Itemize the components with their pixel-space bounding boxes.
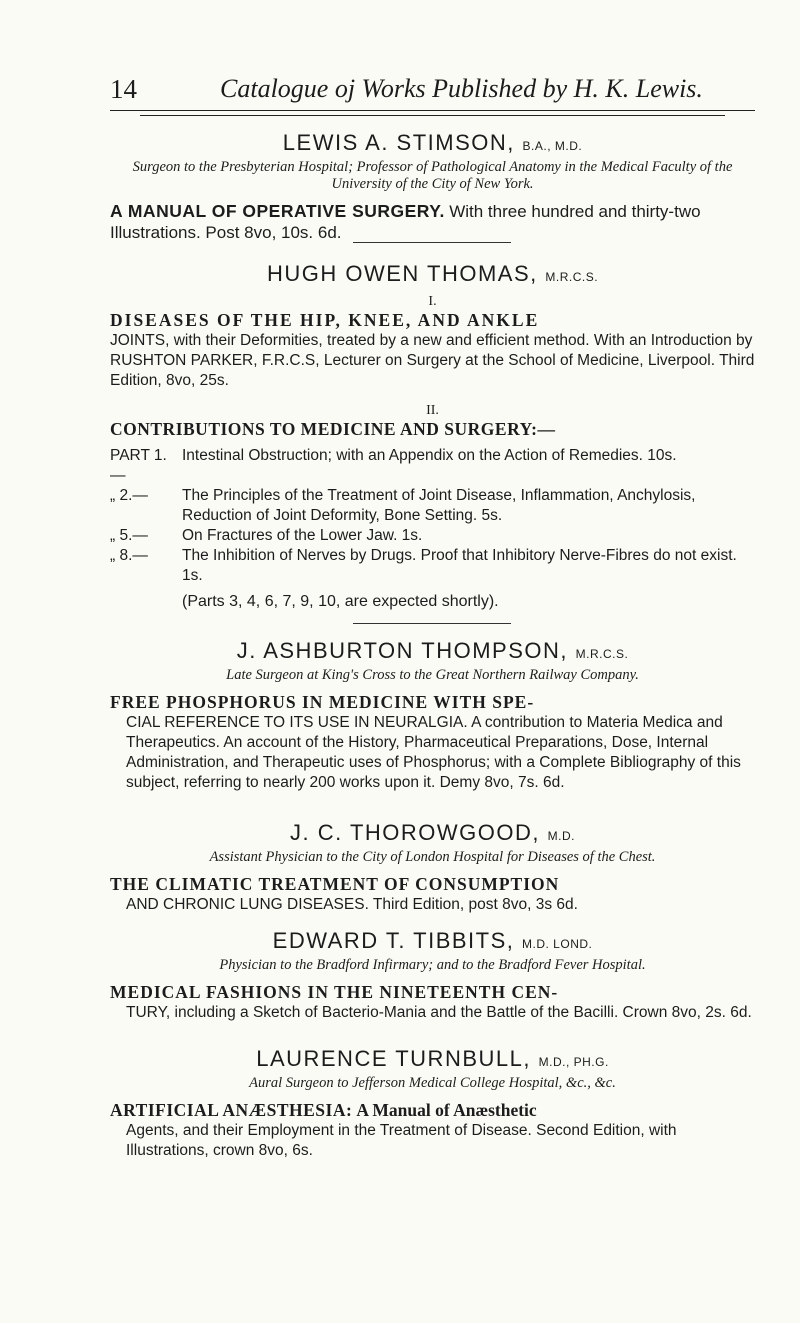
book-listing [110,201,755,244]
author-name: EDWARD T. TIBBITS, M.D. LOND. [272,928,593,953]
book-title: A MANUAL OF OPERATIVE SURGERY. [110,201,445,221]
book-description: CIAL REFERENCE TO ITS USE IN NEURALGIA. A contribution to Materia Medica and Therapeutics. An account of the History, Pharmaceutical Preparations, Dose, Internal Administration, and Therapeutic uses of Phosphorus; with a Complete Bibliography of this subject, referring to nearly 200 works upon it. Demy 8vo, 7s. 6d. [126,714,741,791]
author-affiliation: Assistant Physician to the City of London Hospital for Diseases of the Chest. [209,849,656,865]
separator-rule [353,242,511,243]
book-listing [110,1100,755,1121]
book-title: ARTIFICIAL ANÆSTHESIA: [110,1100,353,1120]
book-description: TURY, including a Sketch of Bacterio-Mania and the Battle of the Bacilli. Crown 8vo, 2s. 6d. [126,1004,752,1021]
book-description: With three hundred and thirty-two Illustrations. Post 8vo, 10s. 6d. [110,202,701,242]
book-title: FREE PHOSPHORUS IN MEDICINE WITH SPE- [110,692,535,712]
entry-stimson [110,130,755,244]
list-item: „ 8.— The Inhibition of Nerves by Drugs. Proof that Inhibitory Nerve-Fibres do not exist. 1s. [110,547,737,584]
book-title: THE CLIMATIC TREATMENT OF CONSUMPTION [110,874,560,894]
header-rule-thin [140,115,725,116]
author-affiliation: Late Surgeon at King's Cross to the Great Northern Railway Company. [226,667,639,683]
book-title: CONTRIBUTIONS TO MEDICINE AND SURGERY:— [110,419,556,439]
entry-thorowgood [110,820,755,915]
book-description: Agents, and their Employment in the Treatment of Disease. Second Edition, with Illustrations, crown 8vo, 6s. [126,1122,677,1159]
page-header [110,74,755,110]
book-title: MEDICAL FASHIONS IN THE NINETEENTH CEN- [110,982,559,1002]
entry-thomas [110,261,755,612]
page-number: 14 [110,74,137,104]
author-name: J. C. THOROWGOOD, M.D. [290,820,575,845]
book-description: AND CHRONIC LUNG DISEASES. Third Edition, post 8vo, 3s 6d. [126,896,578,913]
author-name: HUGH OWEN THOMAS, M.R.C.S. [266,261,599,286]
entry-tibbits [110,928,755,1023]
author-affiliation: Aural Surgeon to Jefferson Medical College Hospital, &c., &c. [249,1075,616,1091]
book-description: JOINTS, with their Deformities, treated by a new and efficient method. With an Introduction by RUSHTON PARKER, F.R.C.S, Lecturer on Surgery at the School of Medicine, Liverpool. Third Edition, 8vo, 25s. [110,332,755,389]
author-name: J. ASHBURTON THOMPSON, M.R.C.S. [236,638,629,663]
author-affiliation: Physician to the Bradford Infirmary; and to the Bradford Fever Hospital. [219,957,646,973]
parts-list [110,446,755,586]
volume-number: II. [426,403,439,418]
volume-number: I. [428,294,437,309]
author-affiliation: Surgeon to the Presbyterian Hospital; Professor of Pathological Anatomy in the Medical Faculty of the University of the City of New York. [132,159,733,192]
header-rule [110,110,755,111]
list-item: „ 2.— The Principles of the Treatment of Joint Disease, Inflammation, Anchylosis, Reduction of Joint Deformity, Bone Setting. 5s. [110,487,696,524]
book-title: DISEASES OF THE HIP, KNEE, AND ANKLE [110,310,540,330]
entry-turnbull [110,1046,755,1161]
separator-rule [353,623,511,624]
parts-note: (Parts 3, 4, 6, 7, 9, 10, are expected shortly). [182,593,499,610]
list-item: „ 5.— On Fractures of the Lower Jaw. 1s. [110,527,423,544]
list-item: PART 1.— Intestinal Obstruction; with an Appendix on the Action of Remedies. 10s. [110,447,677,484]
author-name: LAURENCE TURNBULL, M.D., PH.G. [256,1046,609,1071]
book-subtitle: A Manual of Anæsthetic [356,1100,537,1120]
running-title: Catalogue oj Works Published by H. K. Lewis. [220,74,703,103]
author-name: LEWIS A. STIMSON, B.A., M.D. [282,130,583,155]
entry-thompson [110,638,755,793]
